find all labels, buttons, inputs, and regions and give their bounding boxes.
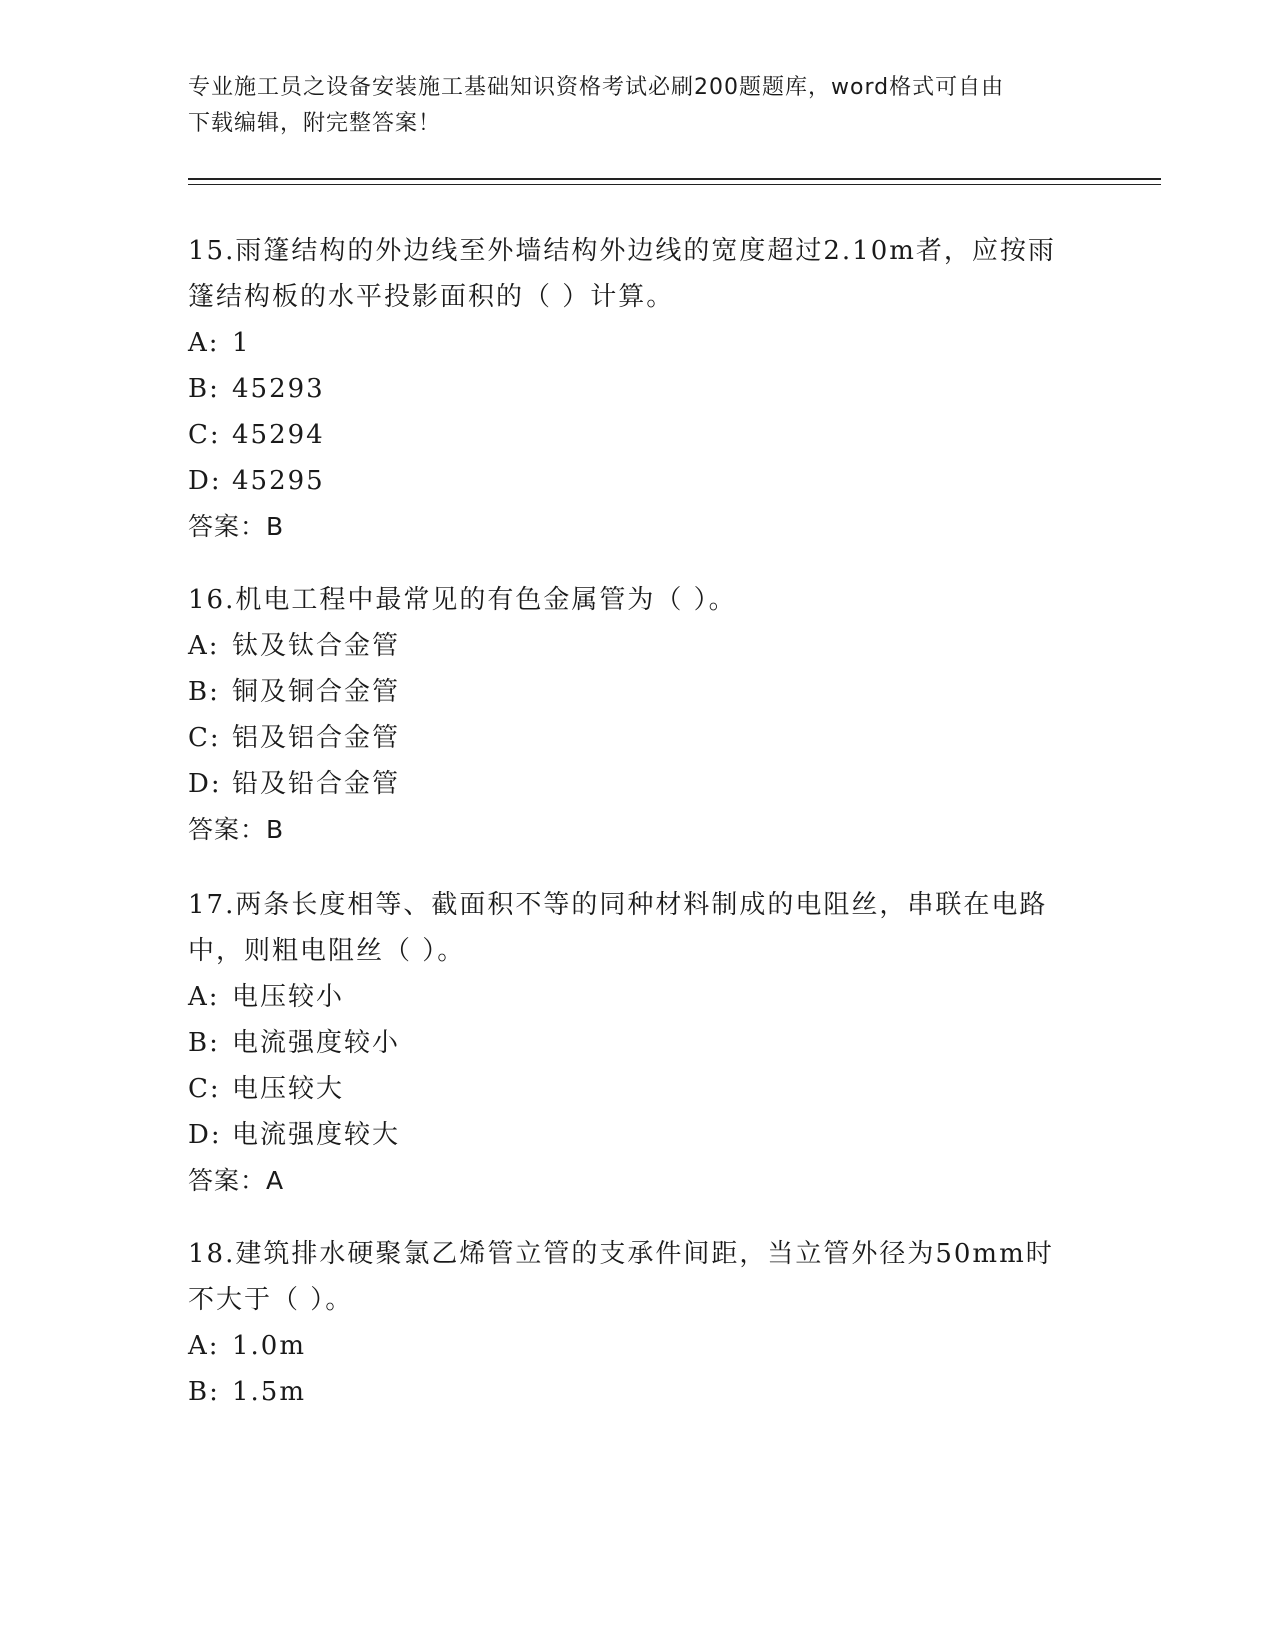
option-letter: C: [188, 723, 221, 753]
option-d [188, 1112, 1088, 1158]
option-text: 电流强度较小 [232, 1028, 401, 1058]
option-letter: C: [188, 420, 221, 450]
question-stem-line: 17.两条长度相等、截面积不等的同种材料制成的电阻丝，串联在电路 [188, 890, 1048, 920]
option-letter: B: [188, 1028, 220, 1058]
option-text: 铝及铝合金管 [232, 723, 401, 753]
header-line-2: 下载编辑，附完整答案！ [188, 111, 442, 136]
option-text: 电压较大 [232, 1074, 345, 1104]
option-b [188, 366, 1088, 412]
option-letter: A: [188, 982, 220, 1012]
option-text: 铅及铅合金管 [232, 769, 401, 799]
option-letter: D: [188, 466, 222, 496]
option-a [188, 974, 1088, 1020]
option-text: 45295 [232, 466, 325, 496]
option-letter: D: [188, 769, 222, 799]
option-text: 1 [232, 328, 251, 358]
header-divider-thin [188, 184, 1161, 185]
option-text: 1.0m [232, 1331, 307, 1361]
option-letter: A: [188, 631, 220, 661]
option-a [188, 623, 1088, 669]
question-stem-line: 篷结构板的水平投影面积的（ ）计算。 [188, 282, 675, 312]
question-stem-line: 不大于（ ）。 [188, 1285, 354, 1315]
question-stem-line: 中，则粗电阻丝（ ）。 [188, 936, 466, 966]
option-b [188, 669, 1088, 715]
answer-line: 答案：A [188, 1166, 285, 1195]
option-b [188, 1369, 1088, 1415]
option-letter: B: [188, 1377, 220, 1407]
option-c [188, 412, 1088, 458]
question-stem-line: 16.机电工程中最常见的有色金属管为（ ）。 [188, 585, 737, 615]
question-18 [188, 1231, 1088, 1415]
option-letter: A: [188, 328, 220, 358]
option-text: 电压较小 [232, 982, 345, 1012]
option-text: 45294 [232, 420, 325, 450]
question-16 [188, 577, 1088, 853]
option-letter: B: [188, 677, 220, 707]
option-a [188, 320, 1088, 366]
option-a [188, 1323, 1088, 1369]
option-b [188, 1020, 1088, 1066]
option-d [188, 761, 1088, 807]
question-stem-line: 15.雨篷结构的外边线至外墙结构外边线的宽度超过2.10m者，应按雨 [188, 236, 1056, 266]
header-line-1: 专业施工员之设备安装施工基础知识资格考试必刷200题题库，word格式可自由 [188, 75, 1005, 100]
answer-line: 答案：B [188, 512, 285, 541]
option-text: 45293 [232, 374, 325, 404]
option-c [188, 715, 1088, 761]
option-d [188, 458, 1088, 504]
option-letter: A: [188, 1331, 220, 1361]
option-letter: D: [188, 1120, 222, 1150]
question-15 [188, 228, 1088, 550]
question-17 [188, 882, 1088, 1204]
question-stem-line: 18.建筑排水硬聚氯乙烯管立管的支承件间距，当立管外径为50mm时 [188, 1239, 1054, 1269]
option-text: 钛及钛合金管 [232, 631, 401, 661]
option-letter: B: [188, 374, 220, 404]
option-c [188, 1066, 1088, 1112]
option-text: 电流强度较大 [232, 1120, 401, 1150]
option-text: 铜及铜合金管 [232, 677, 401, 707]
header-divider-thick [188, 178, 1161, 180]
answer-line: 答案：B [188, 815, 285, 844]
document-header [188, 70, 1088, 142]
option-text: 1.5m [232, 1377, 307, 1407]
option-letter: C: [188, 1074, 221, 1104]
